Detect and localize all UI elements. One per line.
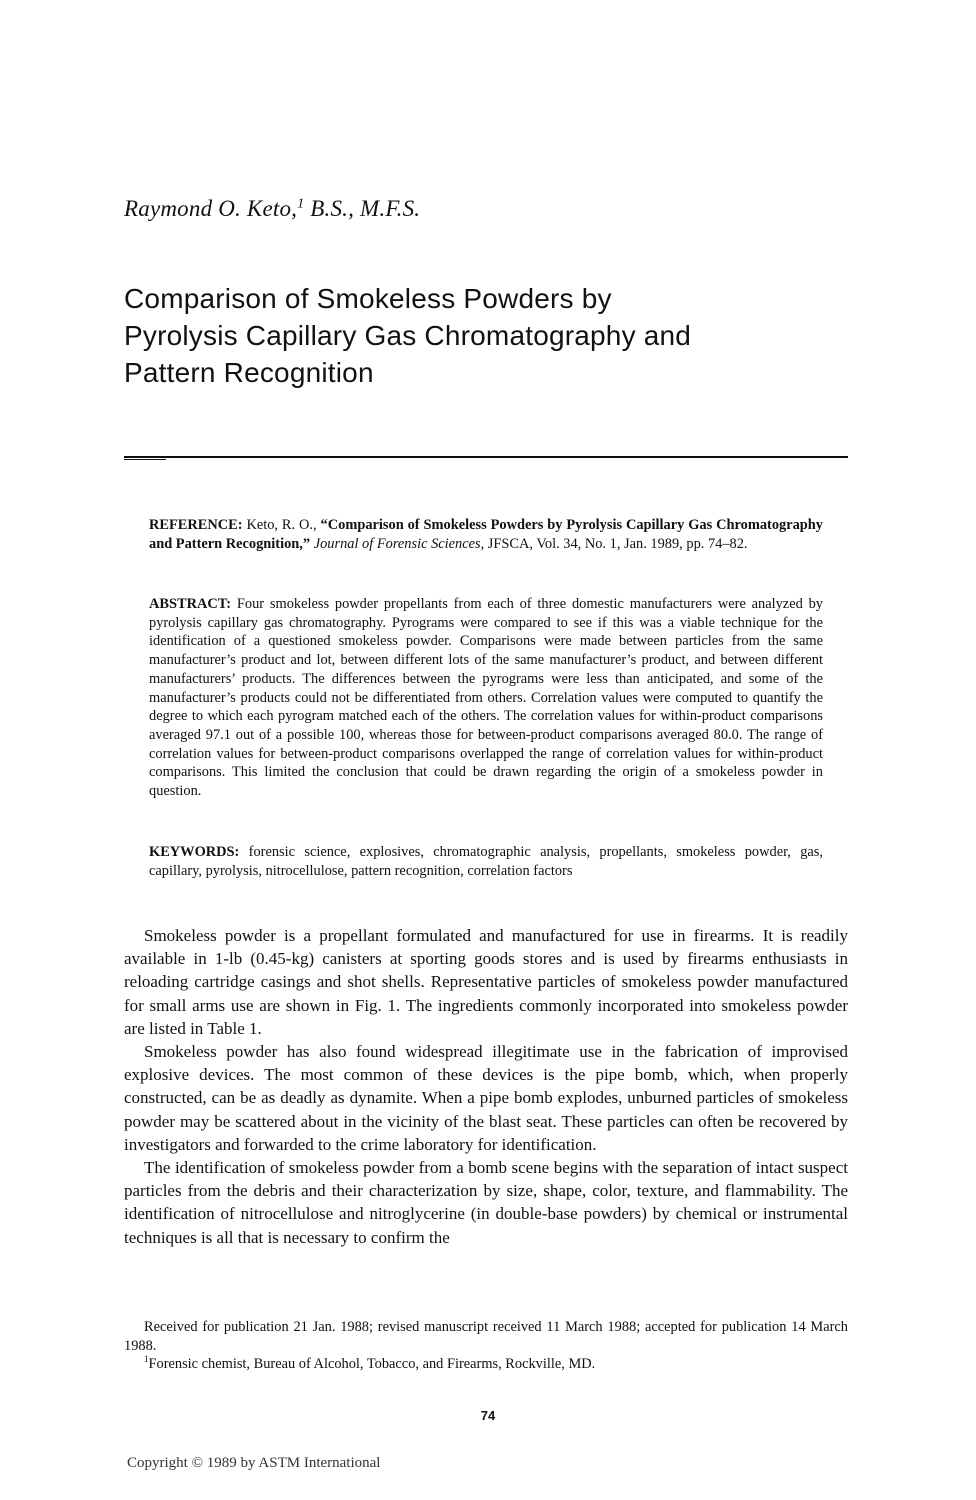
author-degrees: B.S., M.F.S. — [304, 196, 421, 221]
affiliation-text: Forensic chemist, Bureau of Alcohol, Tobacco, and Firearms, Rockville, MD. — [148, 1356, 596, 1372]
reference-authors: Keto, R. O., — [242, 517, 321, 533]
reference-journal: Journal of Forensic Sciences, — [310, 535, 485, 552]
keywords-text: forensic science, explosives, chromatographic analysis, propellants, smokeless powder, gas, capillary, pyrolysis, nitrocellulose, pattern recognition, correlation factors — [149, 844, 823, 879]
received-footnote: Received for publication 21 Jan. 1988; revised manuscript received 11 March 1988; accepted for publication 14 March 1988. — [124, 1319, 848, 1354]
article-title — [124, 280, 844, 391]
title-line-1: Comparison of Smokeless Powders by — [124, 283, 612, 314]
reference-details: JFSCA, Vol. 34, No. 1, Jan. 1989, pp. 74–82. — [484, 535, 748, 552]
keywords-block — [149, 843, 823, 880]
abstract-text: Four smokeless powder propellants from each of three domestic manufacturers were analyzed by pyrolysis capillary gas chromatography. Pyrograms were compared to see if this was a viable technique for the identification of a questioned smokeless powder. Comparisons were made between particles from the same manufacturer’s product and lot, between different lots of the same manufacturer’s product, and between different manufacturers’ products. The differences between the pyrograms were less than anticipated, and some of the manufacturer’s products could not be differentiated from others. Correlation values were computed to quantify the degree to which each pyrogram matched each of the others. The correlation values for within-product comparisons averaged 97.1 out of a possible 100, whereas those for between-product comparisons averaged 80.0. The range of correlation values for between-product comparisons overlapped the range of correlation values for within-product comparisons. This limited the conclusion that could be drawn regarding the origin of a smokeless powder in question. — [149, 596, 823, 800]
title-divider — [124, 456, 848, 458]
body-paragraph-2: Smokeless powder has also found widespread illegitimate use in the fabrication of improvised explosive devices. The most common of these devices is the pipe bomb, which, when properly constructed, can be as deadly as dynamite. When a pipe bomb explodes, unburned particles of smokeless powder may be scattered about in the vicinity of the blast seat. These particles can often be recovered by investigators and forwarded to the crime laboratory for identification. — [124, 1042, 848, 1154]
title-line-3: Pattern Recognition — [124, 357, 374, 388]
affiliation-mark: 1 — [144, 1354, 149, 1365]
body-paragraph-1: Smokeless powder is a propellant formulated and manufactured for use in firearms. It is readily available in 1-lb (0.45-kg) canisters at sporting goods stores and is used by firearms enthusiasts in reloading cartridge casings and shot shells. Representative particles of smokeless powder manufactured for small arms use are shown in Fig. 1. The ingredients commonly incorporated into smokeless powder are listed in Table 1. — [124, 926, 848, 1038]
abstract-label: ABSTRACT: — [149, 596, 232, 612]
abstract-block — [149, 595, 823, 801]
reference-article-title: “Comparison of Smokeless Powders by Pyrolysis Capillary Gas Chromatography and Pattern Recognition,” — [149, 517, 823, 552]
author-line — [124, 196, 420, 222]
author-name: Raymond O. Keto, — [124, 196, 298, 221]
keywords-label: KEYWORDS: — [149, 844, 240, 860]
title-line-2: Pyrolysis Capillary Gas Chromatography and — [124, 320, 692, 351]
reference-block — [149, 516, 823, 553]
affiliation-footnote — [124, 1355, 848, 1374]
reference-label: REFERENCE: — [149, 517, 243, 533]
copyright-notice: Copyright © 1989 by ASTM International — [127, 1455, 381, 1471]
page-number: 74 — [480, 1408, 496, 1423]
footnotes — [124, 1318, 848, 1374]
author-footnote-mark: 1 — [297, 196, 305, 212]
body-paragraph-3: The identification of smokeless powder from a bomb scene begins with the separation of intact suspect particles from the debris and their characterization by size, shape, color, texture, and flammability. The identification of nitrocellulose and nitroglycerine (in double-base powders) by chemical or instrumental techniques is all that is necessary to confirm the — [124, 1158, 848, 1247]
body-text — [124, 924, 848, 1249]
title-divider-accent — [124, 459, 166, 460]
